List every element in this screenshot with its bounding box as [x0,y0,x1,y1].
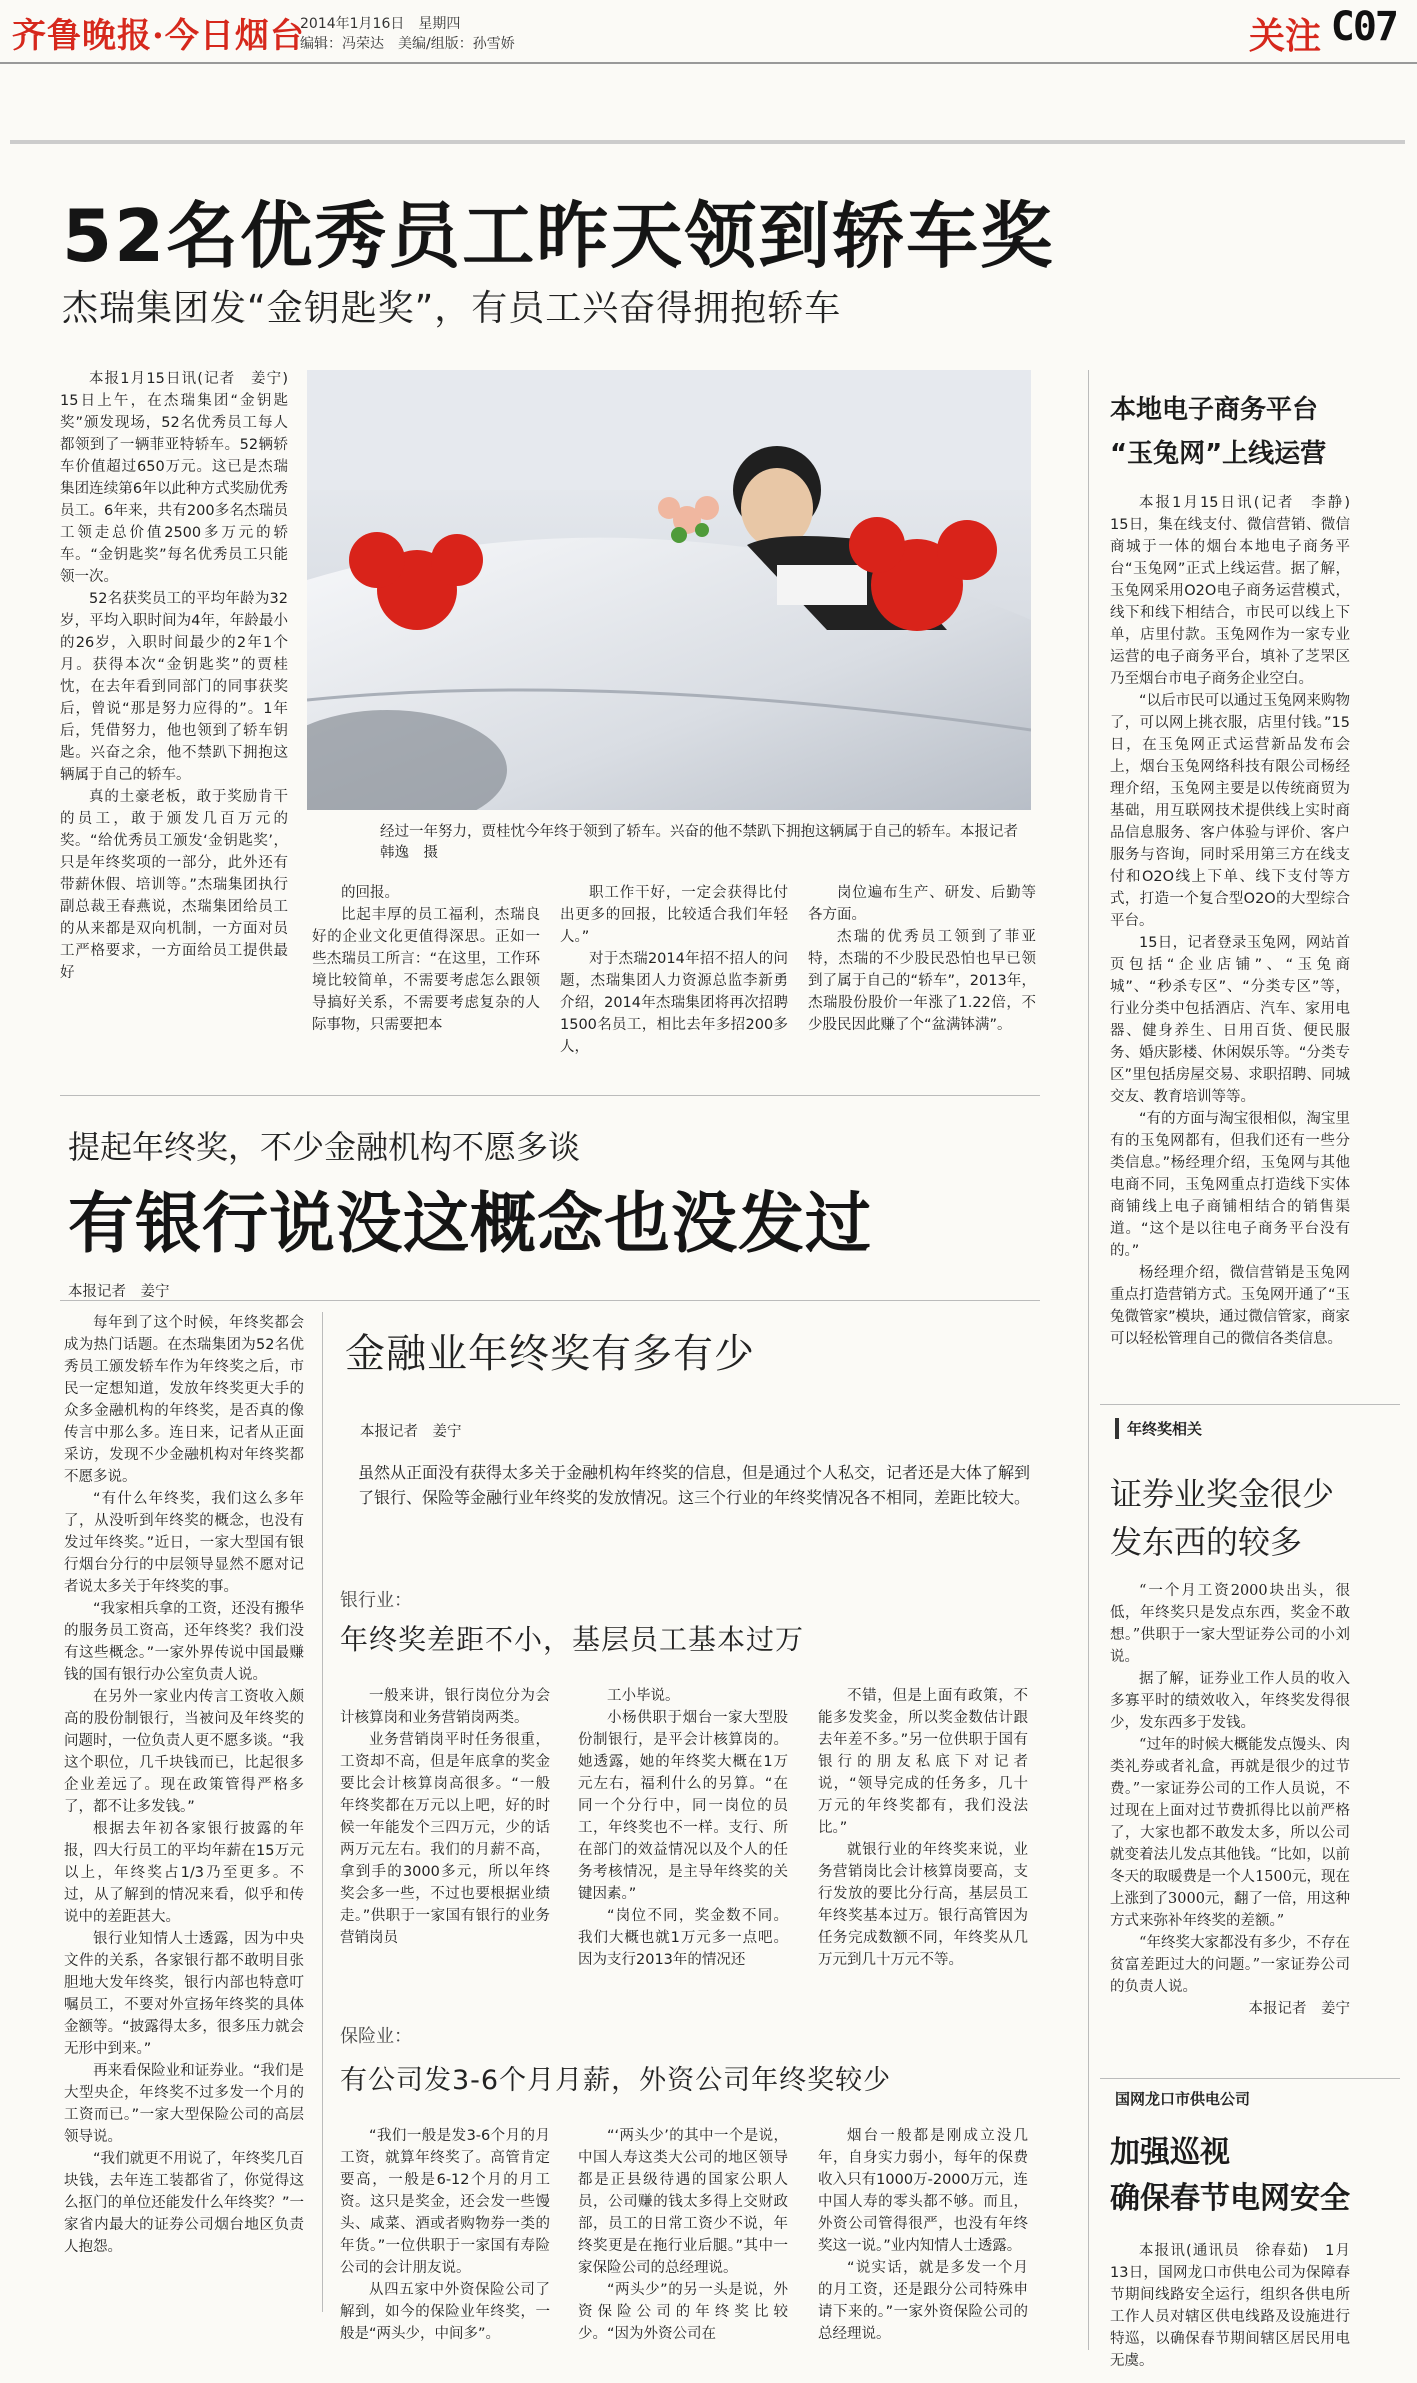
headline-line: 加强巡视 [1110,2135,1230,2170]
car-photo-illustration [307,370,1031,810]
headline-line: 发东西的较多 [1110,1523,1303,1561]
insurance-column-2 [578,2125,788,2345]
paragraph: “一个月工资2000块出头，很低，年终奖只是发点东西，奖金不敢想。”供职于一家大型证券公司的小刘说。 [1110,1583,1350,1665]
related-tag: 年终奖相关 [1115,1418,1202,1439]
photo-caption: 经过一年努力，贾桂忱今年终于领到了轿车。兴奋的他不禁趴下拥抱这辆属于自己的轿车。本报记者 韩逸 摄 [380,824,1033,861]
paragraph: 每年到了这个时候，年终奖都会成为热门话题。在杰瑞集团为52名优秀员工颁发轿车作为年终奖之后，市民一定想知道，发放年终奖更大手的众多金融机构的年终奖，是否真的像传言中那么多。连日来，记者从正面采访，发现不少金融机构对年终奖都不愿多说。 [64,1315,304,1485]
paragraph: 本报1月15日讯(记者 李静) 15日，集在线支付、微信营销、微信商城于一体的烟台本地电子商务平台“玉兔网”正式上线运营。据了解，玉兔网采用O2O电子商务运营模式，线下和线下相结合，市民可以线上下单，店里付款。玉兔网作为一家专业运营的电子商务平台，填补了芝罘区乃至烟台市电子商务企业空白。 [1110,495,1365,687]
insurance-headline: 有公司发3-6个月月薪，外资公司年终奖较少 [340,2065,892,2096]
paragraph: “我家相兵拿的工资，还没有搬华的服务员工资高，还年终奖？我们没有这些概念。”一家外界传说中国最赚钱的国有银行办公室负责人说。 [64,1601,304,1683]
securities-article [1110,1580,1350,2020]
lead-column-2 [312,882,540,1036]
paragraph: 再来看保险业和证券业。“我们是大型央企，年终奖不过多发一个月的工资而已。”一家大型保险公司的高层领导说。 [64,2063,304,2145]
header-rule-2 [10,140,1405,144]
editors: 编辑：冯荣达 美编/组版：孙雪娇 [300,36,515,52]
paragraph: 根据去年初各家银行披露的年报，四大行员工的平均年薪在15万元以上，年终奖占1/3乃至更多。不过，从了解到的情况来看，似乎和传说中的差距甚大。 [64,1821,304,1925]
column-divider [1088,370,1089,2350]
bank-column-1 [340,1685,550,1949]
masthead: 齐鲁晚报·今日烟台 [12,16,305,56]
bank-column-3 [818,1685,1028,1971]
paragraph: 在另外一家业内传言工资收入颇高的股份制银行，当被问及年终奖的问题时，一位负责人更不愿多谈。“我这个职位，几千块钱而已，比起很多企业差远了。现在政策管得严格多了，都不让多发钱。” [64,1689,304,1815]
paragraph: 杰瑞的优秀员工领到了菲亚特，杰瑞的不少股民恐怕也早已领到了属于自己的“轿车”，2013年，杰瑞股份股价一年涨了1.22倍，不少股民因此赚了个“盆满钵满”。 [808,929,1036,1033]
section-rule [1100,1404,1400,1405]
paragraph: 对于杰瑞2014年招不招人的问题，杰瑞集团人力资源总监李新勇介绍，2014年杰瑞集团将再次招聘1500名员工，相比去年多招200多人， [560,951,788,1055]
paragraph: “过年的时候大概能发点馒头、肉类礼券或者礼盒，再就是很少的过节费。”一家证券公司的工作人员说，不过现在上面对过节费抓得比以前严格了，大家也都不敢发太多，所以公司就变着法儿发点其他钱。“比如，以前冬天的取暖费是一个人1500元，现在上涨到了3000元，翻了一倍，用这种方式来弥补年终奖的差额。” [1110,1737,1350,1929]
ecommerce-headline [1110,388,1326,476]
bank-headline: 年终奖差距不小，基层员工基本过万 [340,1623,805,1656]
second-byline: 本报记者 姜宁 [68,1284,170,1300]
header-rule [0,62,1417,64]
paragraph: “以后市民可以通过玉兔网来购物了，可以网上挑衣服，店里付钱。”15日，在玉兔网正式运营新品发布会上，烟台玉兔网络科技有限公司杨经理介绍，玉兔网主要是以传统商贸为基础，用互联网技术提供线上实时商品信息服务、客户体验与评价、客户服务与咨询，同时采用第三方在线支付和O2O线上下单、线下支付等方式，打造一个复合型O2O的大型综合平台。 [1110,693,1350,929]
paragraph: 工小毕说。 [607,1688,680,1704]
paragraph: 真的土豪老板，敢于奖励肯干的员工，敢于颁发几百万元的奖。“给优秀员工颁发‘金钥匙奖’，只是年终奖项的一部分，此外还有带薪休假、培训等。”杰瑞集团执行副总裁王春燕说，杰瑞集团给员工的从来都是双向机制，一方面对员工严格要求，一方面给员工提供最好 [60,789,288,981]
paragraph: “有什么年终奖，我们这么多年了，从没听到年终奖的概念，也没有发过年终奖。”近日，一家大型国有银行烟台分行的中层领导显然不愿对记者说太多关于年终奖的事。 [64,1491,304,1595]
paragraph: 就银行业的年终奖来说，业务营销岗比会计核算岗要高，支行发放的要比分行高，基层员工年终奖基本过万。银行高管因为任务完成数额不同，年终奖从几万元到几十万元不等。 [818,1842,1028,1968]
paragraph: 52名获奖员工的平均年龄为32岁，平均入职时间为4年，年龄最小的26岁，入职时间最少的2年1个月。获得本次“金钥匙奖”的贾桂忱，在去年看到同部门的同事获奖后，曾说“那是努力应得的”。1年后，凭借努力，他也领到了轿车钥匙。兴奋之余，他不禁趴下拥抱这辆属于自己的轿车。 [60,591,288,783]
second-left-column [64,1312,304,2258]
second-kicker: 提起年终奖，不少金融机构不愿多谈 [68,1128,581,1166]
dateline [300,14,515,54]
paragraph: 15日，记者登录玉兔网，网站首页包括“企业店铺”、“玉兔商城”、“秒杀专区”、“分类专区”等，行业分类中包括酒店、汽车、家用电器、健身养生、日用百货、便民服务、婚庆影楼、休闲娱乐等。“分类专区”里包括房屋交易、求职招聘、同城交友、教育培训等等。 [1110,935,1350,1105]
headline-line: 确保春节电网安全 [1110,2181,1350,2216]
paragraph: “我们一般是发3-6个月的月工资，就算年终奖了。高管肯定要高，一般是6-12个月的月工资。这只是奖金，还会发一些馒头、咸菜、酒或者购物券一类的年货。”一位供职于一家国有寿险公司的会计朋友说。 [340,2128,550,2276]
headline-line: 证券业奖金很少 [1110,1475,1335,1513]
paragraph: 银行业知情人士透露，因为中央文件的关系，各家银行都不敢明目张胆地大发年终奖，银行内部也特意叮嘱员工，不要对外宣扬年终奖的具体金额等。“披露得太多，很多压力就会无形中到来。” [64,1931,304,2057]
paragraph: “有的方面与淘宝很相似，淘宝里有的玉兔网都有，但我们还有一些分类信息。”杨经理介绍，玉兔网与其他电商不同，玉兔网重点打造线下实体商铺线上电子商铺相结合的销售渠道。“这个是以往电子商务平台没有的。” [1110,1111,1350,1259]
finance-subheadline: 金融业年终奖有多有少 [345,1331,755,1377]
page-number: C07 [1330,4,1397,50]
paragraph: 业务营销岗平时任务很重，工资却不高，但是年底拿的奖金要比会计核算岗高很多。“一般年终奖都在万元以上吧，好的时候一年能发个三四万元，少的话两万元左右。我们的月薪不高，拿到手的3000多元，所以年终奖会多一些，不过也要根据业绩走。”供职于一家国有银行的业务营销岗员 [340,1732,550,1946]
story-divider [60,1095,1040,1096]
byline-rule [60,1300,1040,1301]
lead-column-4 [808,882,1036,1036]
paragraph: “‘两头少’的其中一个是说，中国人寿这类大公司的地区领导都是正县级待遇的国家公职人员，公司赚的钱太多得上交财政部，员工的日常工资少不说，年终奖更是在拖行业后腿。”其中一家保险公司的总经理说。 [578,2128,788,2276]
paragraph: 小杨供职于烟台一家大型股份制银行，是平会计核算岗的。她透露，她的年终奖大概在1万元左右，福利什么的另算。“在同一个分行中，同一岗位的员工，年终奖也不一样。支行、所在部门的效益情况以及个人的任务考核情况，是主导年终奖的关键因素。” [578,1710,788,1902]
paragraph: 烟台一般都是刚成立没几年，自身实力弱小，每年的保费收入只有1000万-2000万元，连中国人寿的零头都不够。而且，外资公司管得很严，也没有年终奖这一说。”业内知情人士透露。 [818,2128,1028,2254]
paragraph: 本报1月15日讯(记者 姜宁) 15日上午，在杰瑞集团“金钥匙奖”颁发现场，52名优秀员工每人都领到了一辆菲亚特轿车。52辆轿车价值超过650万元。这已是杰瑞集团连续第6年以此种方式奖励优秀员工。6年来，共有200多名杰瑞员工领走总价值2500多万元的轿车。“金钥匙奖”每名优秀员工只能领一次。 [60,371,303,585]
paragraph: “我们就更不用说了，年终奖几百块钱，去年连工装都省了，你觉得这么抠门的单位还能发什么年终奖？”一家省内最大的证券公司烟台地区负责人抱怨。 [64,2151,304,2255]
paragraph: 据了解，证券业工作人员的收入多寡平时的绩效收入，年终奖发得很少，发东西多于发钱。 [1110,1671,1350,1731]
insurance-column-1 [340,2125,550,2345]
paragraph: “年终奖大家都没有多少，不存在贫富差距过大的问题。”一家证券公司的负责人说。 [1110,1935,1350,1995]
company-tag: 国网龙口市供电公司 [1115,2090,1251,2108]
insurance-tag: 保险业： [340,2026,412,2047]
paragraph: 从四五家中外资保险公司了解到，如今的保险业年终奖，一般是“两头少，中间多”。 [340,2282,550,2342]
insurance-column-3 [818,2125,1028,2345]
paragraph: 职工作干好，一定会获得比付出更多的回报，比较适合我们年轻人。” [560,885,788,945]
bank-tag: 银行业： [340,1590,412,1611]
bank-column-2 [578,1685,788,1971]
headline-line: 本地电子商务平台 [1110,395,1319,425]
section-rule [1100,2078,1400,2079]
paragraph: “说实话，就是多发一个月的月工资，还是跟分公司特殊申请下来的。”一家外资保险公司的总经理说。 [818,2260,1028,2342]
finance-lede: 虽然从正面没有获得太多关于金融机构年终奖的信息，但是通过个人私交，记者还是大体了解到了银行、保险等金融行业年终奖的发放情况。这三个行业的年终奖情况各不相同，差距比较大。 [358,1463,1031,1507]
lead-photo [307,370,1031,810]
reporter-signature: 本报记者 姜宁 [1248,2001,1350,2017]
paragraph: “岗位不同，奖金数不同。我们大概也就1万元多一点吧。因为支行2013年的情况还 [578,1908,788,1968]
paragraph: 的回报。 [341,885,399,901]
date: 2014年1月16日 星期四 [300,16,461,32]
lead-column-3 [560,882,788,1058]
finance-byline: 本报记者 姜宁 [360,1424,462,1440]
paragraph: 本报讯(通讯员 徐春茹) 1月13日，国网龙口市供电公司为保障春节期间线路安全运行，组织各供电所工作人员对辖区供电线路及设施进行特巡，以确保春节期间辖区居民用电无虞。 [1110,2243,1350,2369]
grid-article [1110,2240,1350,2372]
paragraph: 比起丰厚的员工福利，杰瑞良好的企业文化更值得深思。正如一些杰瑞员工所言：“在这里，工作环境比较简单，不需要考虑怎么跟领导搞好关系，不需要考虑复杂的人际事物，只需要把本 [312,907,540,1033]
second-headline: 有银行说没这概念也没发过 [68,1185,872,1262]
grid-headline [1110,2130,1350,2222]
paragraph: 不错，但是上面有政策，不能多发奖金，所以奖金数估计跟去年差不多。”另一位供职于国有银行的朋友私底下对记者说，“领导完成的任务多，几十万元的年终奖都有，我们没法比。” [818,1688,1028,1836]
ecommerce-article [1110,492,1365,1350]
lead-column-1 [60,368,303,984]
section-name: 关注 [1248,16,1321,57]
securities-headline [1110,1470,1334,1566]
paragraph: 一般来讲，银行岗位分为会计核算岗和业务营销岗两类。 [340,1688,550,1726]
lead-headline: 52名优秀员工昨天领到轿车奖 [62,194,1055,278]
paragraph: 杨经理介绍，微信营销是玉兔网重点打造营销方式。玉兔网开通了“玉兔微管家”模块，通过微信管家，商家可以轻松管理自己的微信各类信息。 [1110,1265,1350,1347]
paragraph: “两头少”的另一头是说，外资保险公司的年终奖比较少。“因为外资公司在 [578,2282,788,2342]
column-divider [322,1312,323,2312]
paragraph: 岗位遍布生产、研发、后勤等各方面。 [808,885,1036,923]
headline-line: “玉兔网”上线运营 [1110,439,1327,469]
lead-subhead: 杰瑞集团发“金钥匙奖”，有员工兴奋得拥抱轿车 [62,288,842,329]
